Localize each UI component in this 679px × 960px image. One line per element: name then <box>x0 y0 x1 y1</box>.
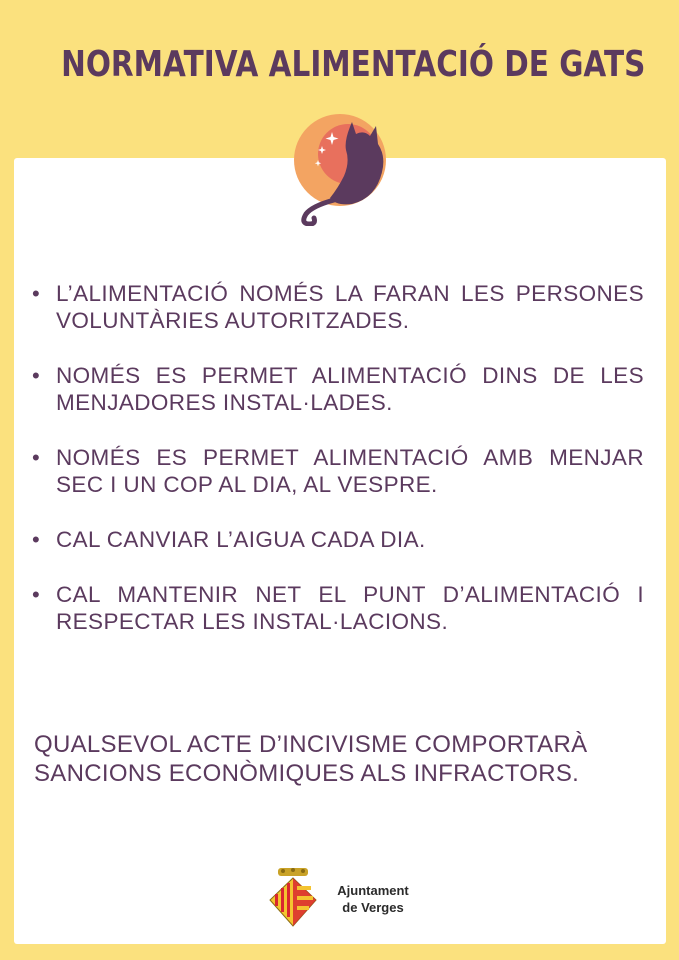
org-line2: de Verges <box>342 900 404 915</box>
bullet: • <box>32 582 41 607</box>
rule-text: NOMÉS ES PERMET ALIMENTACIÓ AMB MENJAR SEC I UN COP AL DIA, AL VESPRE. <box>56 445 644 497</box>
rule-item <box>30 444 644 498</box>
organization-name <box>328 882 418 916</box>
bullet: • <box>32 363 41 388</box>
rule-item <box>30 280 644 334</box>
rule-text: L’ALIMENTACIÓ NOMÉS LA FARAN LES PERSONES VOLUNTÀRIES AUTORITZADES. <box>56 281 644 333</box>
rule-text: NOMÉS ES PERMET ALIMENTACIÓ DINS DE LES MENJADORES INSTAL·LADES. <box>56 363 644 415</box>
bullet: • <box>32 445 41 470</box>
bullet: • <box>32 527 41 552</box>
rules-list <box>30 280 644 663</box>
footer-logo <box>266 868 426 928</box>
bullet: • <box>32 281 41 306</box>
rule-item <box>30 362 644 416</box>
cat-moon-icon <box>292 114 388 226</box>
rule-text: CAL CANVIAR L’AIGUA CADA DIA. <box>56 527 426 552</box>
org-line1: Ajuntament <box>337 883 409 898</box>
rule-item <box>30 526 644 553</box>
rule-item <box>30 581 644 635</box>
rule-text: CAL MANTENIR NET EL PUNT D’ALIMENTACIÓ I RESPECTAR LES INSTAL·LACIONS. <box>56 582 644 634</box>
warning-text: QUALSEVOL ACTE D’INCIVISME COMPORTARÀ SANCIONS ECONÒMIQUES ALS INFRACTORS. <box>34 731 588 787</box>
coat-of-arms-icon <box>266 868 320 928</box>
page-title: NORMATIVA ALIMENTACIÓ DE GATS <box>61 44 646 85</box>
